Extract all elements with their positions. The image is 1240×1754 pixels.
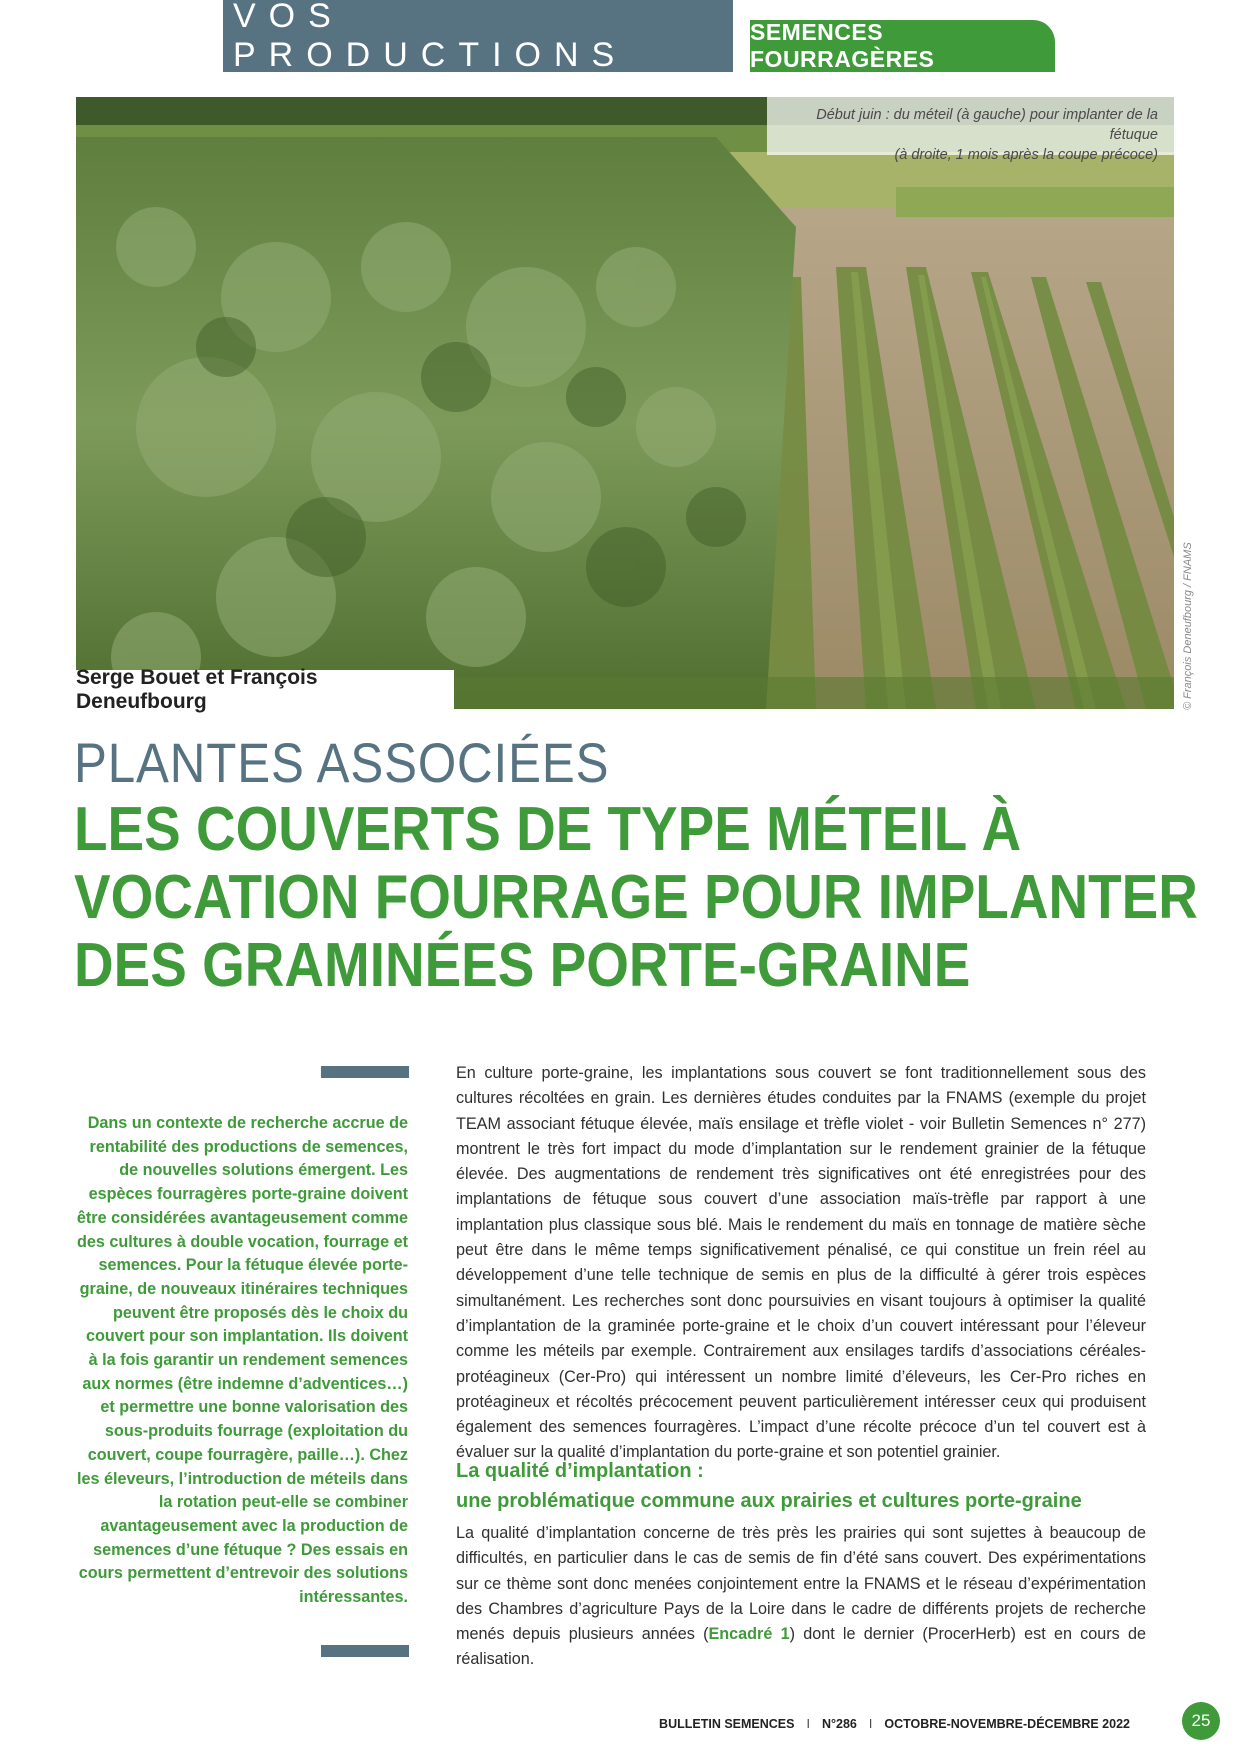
photo-caption-line: Début juin : du méteil (à gauche) pour implanter de la fétuque: [816, 107, 1158, 143]
page-number-badge: 25: [1182, 1702, 1220, 1740]
headline-line: DES GRAMINÉES PORTE-GRAINE: [74, 931, 971, 1000]
subheading-line: une problématique commune aux prairies et cultures porte-graine: [456, 1490, 1082, 1512]
footer-separator: I: [806, 1717, 810, 1731]
field-photo: [76, 97, 1174, 709]
article-subheading: [456, 1456, 1146, 1516]
article-authors: Serge Bouet et François Deneufbourg: [76, 670, 454, 710]
headline-line: LES COUVERTS DE TYPE MÉTEIL À: [74, 795, 1022, 864]
field-photo-illustration: [76, 97, 1174, 709]
chapo-top-rule: [321, 1066, 409, 1078]
footer-period: OCTOBRE-NOVEMBRE-DÉCEMBRE 2022: [884, 1717, 1130, 1731]
photo-caption: [767, 97, 1174, 163]
box-reference-link[interactable]: Encadré 1: [708, 1625, 790, 1644]
section-tab: VOS PRODUCTIONS: [223, 0, 733, 72]
article-body-paragraph-2: [456, 1521, 1146, 1673]
article-body-paragraph: En culture porte-graine, les implantations sous couvert se font traditionnellement sous des cultures récoltées en grain. Les dernières études conduites par la FNAMS (exemple du projet TEAM associant fétuque élevée, maïs ensilage et trèfle violet - voir Bulletin Semences n° 277) montrent le très fort impact du mode d’implantation sur le rendement grainier de la fétuque élevée. Des augmentations de rendement très significatives ont été enregistrées pour des implantations de fétuque sous couvert d’une association maïs-trèfle par rapport à une implantation plus classique sous blé. Mais le rendement du maïs en tonnage de matière sèche peut être dans le même temps significativement pénalisé, ce qui constitue un frein réel au développement d’une telle technique de semis en plus de la difficulté à gérer trois espèces simultanément. Les recherches sont donc poursuivies en visant toujours à optimiser la qualité d’implantation de la graminée porte-graine et le choix d’un couvert intéressant pour l’éleveur comme les méteils par exemple. Contrairement aux ensilages tardifs d’associations céréales-protéagineux (Cer-Pro) qui intéressent un nombre limité d’éleveurs, les Cer-Pro riches en protéagineux et récoltés précocement peuvent particulièrement intéresser ceux qui produisent également des semences fourragères. L’impact d’une récolte précoce d’un tel couvert est à évaluer sur la qualité d’implantation du porte-graine et son potentiel grainier.: [456, 1064, 1146, 1462]
footer-separator: I: [868, 1717, 873, 1731]
rubric-tab: SEMENCES FOURRAGÈRES: [750, 20, 1055, 72]
photo-credit: © François Deneufbourg / FNAMS: [1182, 542, 1194, 710]
footer-publication: BULLETIN SEMENCES: [659, 1717, 795, 1731]
photo-caption-line: (à droite, 1 mois après la coupe précoce): [894, 147, 1158, 163]
page-footer: [659, 1717, 1130, 1731]
chapo-bottom-rule: [321, 1645, 409, 1657]
headline-line: VOCATION FOURRAGE POUR IMPLANTER: [74, 863, 1198, 932]
subheading-line: La qualité d’implantation :: [456, 1460, 704, 1482]
article-chapo: Dans un contexte de recherche accrue de rentabilité des productions de semences, de nouvelles solutions émergent. Les espèces fourragères porte-graine doivent être considérées avantageusement comme des cultures à double vocation, fourrage et semences. Pour la fétuque élevée porte-graine, de nouveaux itinéraires techniques peuvent être proposés dès le choix du couvert pour son implantation. Ils doivent à la fois garantir un rendement semences aux normes (être indemne d’adventices…) et permettre une bonne valorisation des sous-produits fourrage (exploitation du couvert, coupe fourragère, paille…). Chez les éleveurs, l’introduction de méteils dans la rotation peut-elle se combiner avantageusement avec la production de semences d’une fétuque ? Des essais en cours permettent d’entrevoir des solutions intéressantes.: [76, 1114, 408, 1607]
footer-issue: N°286: [821, 1717, 857, 1731]
article-kicker: PLANTES ASSOCIÉES: [74, 731, 610, 794]
body-text: ) dont le dernier (ProcerHerb) est en cours de réalisation.: [456, 1625, 1146, 1669]
body-text: La qualité d’implantation concerne de très près les prairies qui sont sujettes à beaucoup de difficultés, en particulier dans le cas de semis de fin d’été sans couvert. Des expérimentations sur ce thème sont donc menées conjointement entre la FNAMS et le réseau d’expérimentation des Chambres d’agriculture Pays de la Loire dans le cadre de différents projets de recherche menés depuis plusieurs années (: [456, 1524, 1146, 1644]
article-headline: [74, 796, 1225, 1000]
